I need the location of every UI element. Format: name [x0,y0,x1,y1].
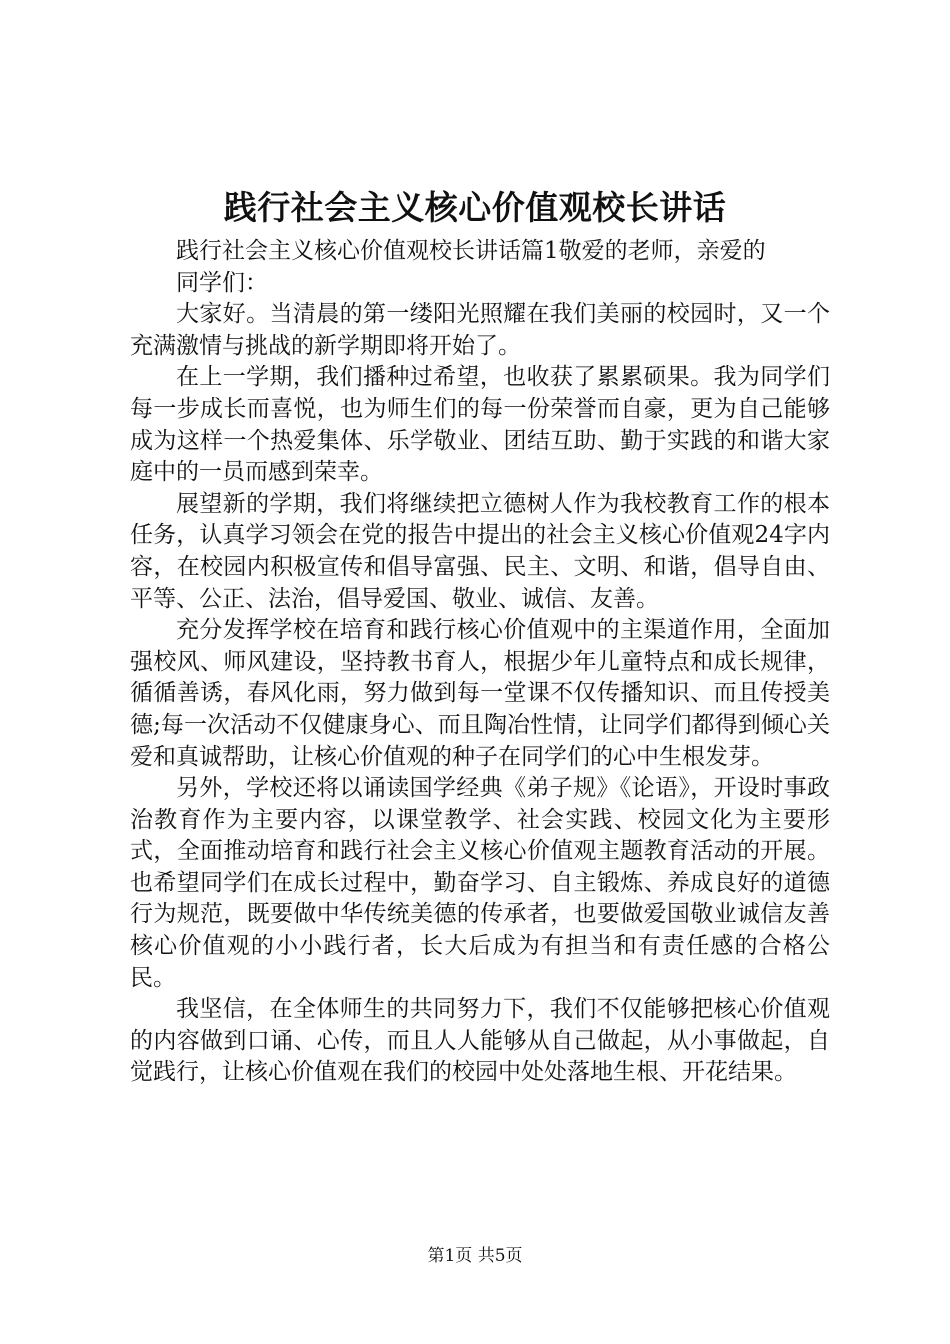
paragraph-7: 另外，学校还将以诵读国学经典《弟子规》《论语》，开设时事政治教育作为主要内容，以课堂教学、社会实践、校园文化为主要形式，全面推动培育和践行社会主义核心价值观主题教育活动的开展。也希望同学们在成长过程中，勤奋学习、自主锻炼、养成良好的道德行为规范，既要做中华传统美德的传承者，也要做爱国敬业诚信友善核心价值观的小小践行者，长大后成为有担当和有责任感的合格公民。 [130,775,830,991]
paragraph-2: 同学们： [176,269,268,296]
paragraph-3: 大家好。当清晨的第一缕阳光照耀在我们美丽的校园时，又一个充满激情与挑战的新学期即将开始了。 [130,301,830,359]
paragraph-5: 展望新的学期，我们将继续把立德树人作为我校教育工作的根本任务，认真学习领会在党的报告中提出的社会主义核心价值观24字内容，在校园内积极宣传和倡导富强、民主、文明、和谐，倡导自由、平等、公正、法治，倡导爱国、敬业、诚信、友善。 [130,490,830,612]
document-body [130,236,830,1089]
paragraph-1: 践行社会主义核心价值观校长讲话篇1敬爱的老师，亲爱的 [176,238,766,264]
document-title: 践行社会主义核心价值观校长讲话 [223,188,727,227]
paragraph-6: 充分发挥学校在培育和践行核心价值观中的主渠道作用，全面加强校风、师风建设，坚持教书育人，根据少年儿童特点和成长规律，循循善诱，春风化雨，努力做到每一堂课不仅传播知识、而且传授美德;每一次活动不仅健康身心、而且陶冶性情，让同学们都得到倾心关爱和真诚帮助，让核心价值观的种子在同学们的心中生根发芽。 [130,617,830,770]
paragraph-8: 我坚信，在全体师生的共同努力下，我们不仅能够把核心价值观的内容做到口诵、心传，而且人人能够从自己做起，从小事做起，自觉践行，让核心价值观在我们的校园中处处落地生根、开花结果。 [130,996,830,1086]
paragraph-4: 在上一学期，我们播种过希望，也收获了累累硕果。我为同学们每一步成长而喜悦，也为师生们的每一份荣誉而自豪，更为自己能够成为这样一个热爱集体、乐学敬业、团结互助、勤于实践的和谐大家庭中的一员而感到荣幸。 [130,364,830,486]
page-footer: 第1页 共5页 [427,1246,523,1266]
